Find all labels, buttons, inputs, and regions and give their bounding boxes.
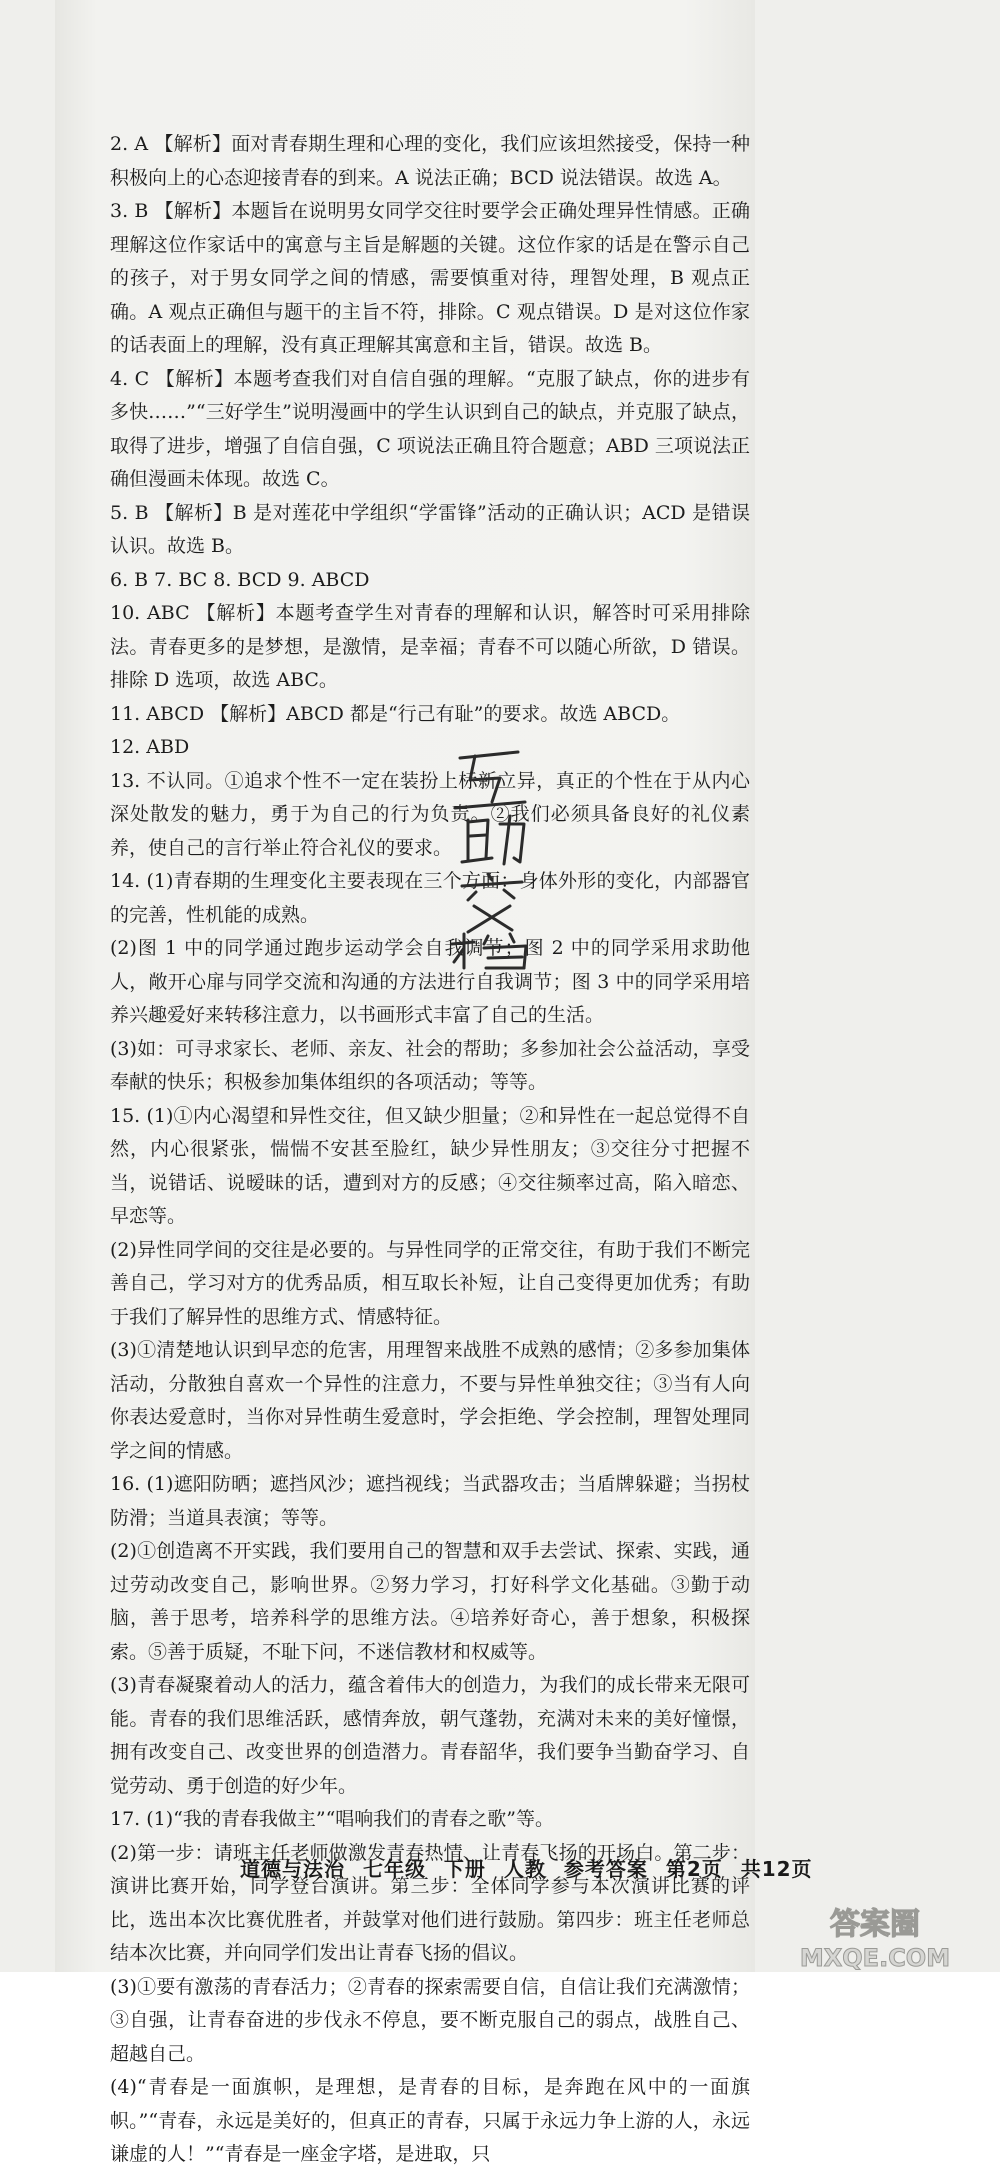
answer-3: 3. B 【解析】本题旨在说明男女同学交往时要学会正确处理异性情感。正确理解这位作家话中的寓意与主旨是解题的关键。这位作家的话是在警示自己的孩子，对于男女同学之间的情感，需要慎重对待，理智处理，B 观点正确。A 观点正确但与题干的主旨不符，排除。C 观点错误。D 是对这位作家的话表面上的理解，没有真正理解其寓意和主旨，错误。故选 B。 [110, 200, 750, 356]
answer-16-3: (3)青春凝聚着动人的活力，蕴含着伟大的创造力，为我们的成长带来无限可能。青春的我们思维活跃，感情奔放，朝气蓬勃，充满对未来的美好憧憬，拥有改变自己、改变世界的创造潜力。青春韶华，我们要争当勤奋学习、自觉劳动、勇于创造的好少年。 [110, 1674, 750, 1797]
answer-4: 4. C 【解析】本题考查我们对自信自强的理解。“克服了缺点，你的进步有多快……”“三好学生”说明漫画中的学生认识到自己的缺点，并克服了缺点，取得了进步，增强了自信自强，C 项说法正确且符合题意；ABD 三项说法正确但漫画未体现。故选 C。 [110, 367, 750, 490]
answer-11: 11. ABCD 【解析】ABCD 都是“行己有耻”的要求。故选 ABCD。 [110, 702, 681, 725]
answer-17-1: 17. (1)“我的青春我做主”“唱响我们的青春之歌”等。 [110, 1808, 555, 1830]
answer-14-2: (2)图 1 中的同学通过跑步运动学会自我调节；图 2 中的同学采用求助他人，敞开心扉与同学交流和沟通的方法进行自我调节；图 3 中的同学采用培养兴趣爱好来转移注意力，以书画形式丰富了自己的生活。 [110, 937, 750, 1026]
answer-5: 5. B 【解析】B 是对莲花中学组织“学雷锋”活动的正确认识；ACD 是错误认识。故选 B。 [110, 501, 750, 557]
answer-12: 12. ABD [110, 736, 190, 758]
answer-15-1: 15. (1)①内心渴望和异性交往，但又缺少胆量；②和异性在一起总觉得不自然，内心很紧张，惴惴不安甚至脸红，缺少异性朋友；③交往分寸把握不当，说错话、说暧昧的话，遭到对方的反感；④交往频率过高，陷入暗恋、早恋等。 [110, 1104, 750, 1227]
svg-text:答案圈: 答案圈 [830, 1907, 920, 1942]
answer-15-3: (3)①清楚地认识到早恋的危害，用理智来战胜不成熟的感情；②多参加集体活动，分散独自喜欢一个异性的注意力，不要与异性单独交往；③当有人向你表达爱意时，当你对异性萌生爱意时，学会拒绝、学会控制，理智处理同学之间的情感。 [110, 1339, 750, 1462]
answer-17-2: (2)第一步：请班主任老师做激发青春热情、让青春飞扬的开场白。第二步：演讲比赛开始，同学登台演讲。第三步：全体同学参与本次演讲比赛的评比，选出本次比赛优胜者，并鼓掌对他们进行鼓励。第四步：班主任老师总结本次比赛，并向同学们发出让青春飞扬的倡议。 [110, 1841, 750, 1964]
answer-14-3: (3)如：可寻求家长、老师、亲友、社会的帮助；多参加社会公益活动，享受奉献的快乐；积极参加集体组织的各项活动；等等。 [110, 1037, 750, 1093]
answer-17-4: (4)“青春是一面旗帜，是理想，是青春的目标，是奔跑在风中的一面旗帜。”“青春，永远是美好的，但真正的青春，只属于永远力争上游的人，永远谦虚的人！”“青春是一座金字塔，是进取，只 [110, 2076, 750, 2165]
svg-text:MXQE.COM: MXQE.COM [799, 1944, 951, 1972]
answer-14-1: 14. (1)青春期的生理变化主要表现在三个方面：身体外形的变化，内部器官的完善，性机能的成熟。 [110, 870, 750, 926]
answer-16-2: (2)①创造离不开实践，我们要用自己的智慧和双手去尝试、探索、实践，通过劳动改变自己，影响世界。②努力学习，打好科学文化基础。③勤于动脑，善于思考，培养科学的思维方法。④培养好奇心，善于想象，积极探索。⑤善于质疑，不耻下问，不迷信教材和权威等。 [110, 1540, 750, 1663]
page-footer: 道德与法治 七年级 下册 人教 参考答案 第2页 共12页 [240, 1857, 813, 1881]
answer-10: 10. ABC 【解析】本题考查学生对青春的理解和认识，解答时可采用排除法。青春更多的是梦想，是激情，是幸福；青春不可以随心所欲，D 错误。排除 D 选项，故选 ABC。 [110, 602, 750, 691]
answer-13: 13. 不认同。①追求个性不一定在装扮上标新立异，真正的个性在于从内心深处散发的魅力，勇于为自己的行为负责。②我们必须具备良好的礼仪素养，使自己的言行举止符合礼仪的要求。 [110, 769, 750, 859]
answer-17-3: (3)①要有激荡的青春活力；②青春的探索需要自信，自信让我们充满激情；③自强，让青春奋进的步伐永不停息，要不断克服自己的弱点，战胜自己、超越自己。 [110, 1975, 750, 2065]
answer-16-1: 16. (1)遮阳防晒；遮挡风沙；遮挡视线；当武器攻击；当盾牌躲避；当拐杖防滑；当道具表演；等等。 [110, 1473, 750, 1529]
answer-6-9: 6. B 7. BC 8. BCD 9. ABCD [110, 568, 370, 591]
watermark-logo [755, 1902, 1000, 1972]
answer-2: 2. A 【解析】面对青春期生理和心理的变化，我们应该坦然接受，保持一种积极向上的心态迎接青春的到来。A 说法正确；BCD 说法错误。故选 A。 [110, 133, 750, 189]
answer-15-2: (2)异性同学间的交往是必要的。与异性同学的正常交往，有助于我们不断完善自己，学习对方的优秀品质，相互取长补短，让自己变得更加优秀；有助于我们了解异性的思维方式、情感特征。 [110, 1238, 750, 1328]
